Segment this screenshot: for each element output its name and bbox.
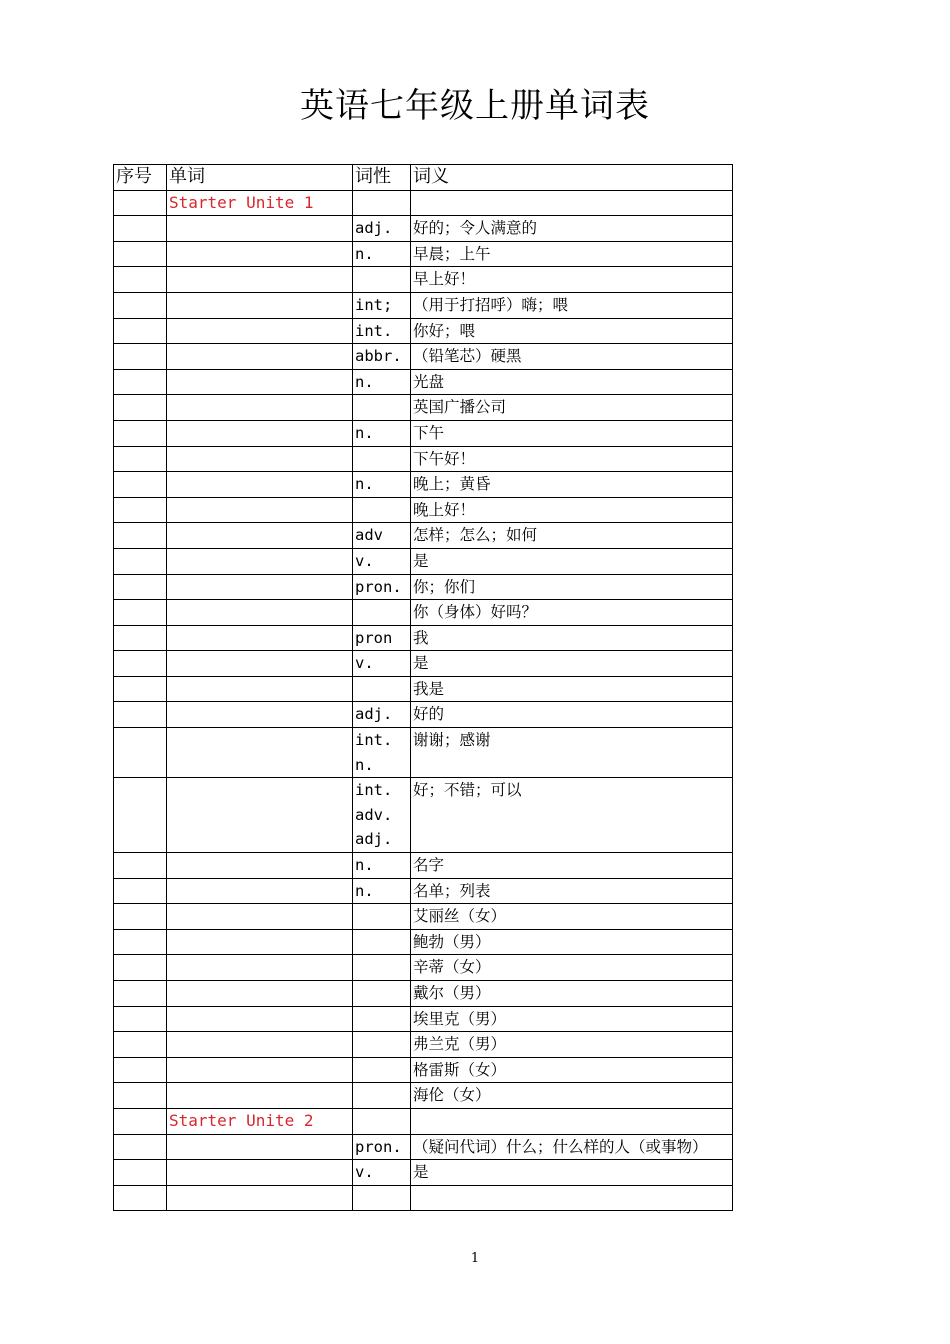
- cell-word: [167, 1032, 353, 1058]
- table-row: [114, 472, 733, 498]
- table-row: [114, 344, 733, 370]
- pos-label: int.: [355, 781, 393, 800]
- cell-index: [114, 904, 167, 930]
- cell-index: [114, 600, 167, 626]
- cell-meaning: 我: [411, 625, 733, 651]
- cell-meaning: 鲍勃（男）: [411, 929, 733, 955]
- pos-label: adv.: [355, 805, 393, 824]
- cell-meaning: 下午: [411, 420, 733, 446]
- header-index: 序号: [114, 165, 167, 191]
- cell-pos: [353, 574, 411, 600]
- cell-word: [167, 267, 353, 293]
- cell-meaning: （用于打招呼）嗨；喂: [411, 292, 733, 318]
- cell-word: [167, 292, 353, 318]
- cell-word: [167, 1057, 353, 1083]
- pos-label: n.: [355, 423, 374, 442]
- cell-index: [114, 395, 167, 421]
- vocabulary-table: [113, 164, 733, 1211]
- cell-index: [114, 574, 167, 600]
- cell-pos: [353, 318, 411, 344]
- unit-heading-row: [114, 190, 733, 216]
- cell-meaning: 辛蒂（女）: [411, 955, 733, 981]
- page-number: 1: [470, 1251, 480, 1266]
- pos-label: n.: [355, 244, 374, 263]
- table-row: [114, 778, 733, 853]
- cell-pos: [353, 369, 411, 395]
- cell-meaning: 我是: [411, 676, 733, 702]
- cell-word: [167, 420, 353, 446]
- cell-meaning: 光盘: [411, 369, 733, 395]
- pos-label: adv: [355, 526, 383, 545]
- cell-index: [114, 955, 167, 981]
- table-row: [114, 523, 733, 549]
- table-row: [114, 878, 733, 904]
- cell-pos: [353, 497, 411, 523]
- table-row: [114, 318, 733, 344]
- cell-meaning: 是: [411, 651, 733, 677]
- cell-pos: [353, 1185, 411, 1211]
- cell-pos: [353, 651, 411, 677]
- cell-word: [167, 702, 353, 728]
- cell-pos: [353, 190, 411, 216]
- pos-label: pron.: [355, 1137, 402, 1156]
- cell-word: [167, 369, 353, 395]
- cell-pos: [353, 1134, 411, 1160]
- table-row: [114, 574, 733, 600]
- table-row: [114, 548, 733, 574]
- cell-pos: [353, 420, 411, 446]
- table-row: [114, 955, 733, 981]
- cell-pos: [353, 981, 411, 1007]
- cell-word: [167, 446, 353, 472]
- pos-label: n.: [355, 372, 374, 391]
- cell-pos: [353, 702, 411, 728]
- cell-meaning: 你好；喂: [411, 318, 733, 344]
- cell-index: [114, 625, 167, 651]
- cell-meaning: 怎样；怎么；如何: [411, 523, 733, 549]
- table-row: [114, 1134, 733, 1160]
- table-row: [114, 420, 733, 446]
- cell-word: [167, 878, 353, 904]
- cell-pos: [353, 929, 411, 955]
- cell-word: [167, 318, 353, 344]
- cell-meaning: （铅笔芯）硬黑: [411, 344, 733, 370]
- cell-word: [167, 981, 353, 1007]
- cell-meaning: [411, 1108, 733, 1134]
- cell-word: [167, 853, 353, 879]
- table-row: [114, 395, 733, 421]
- cell-word: [167, 904, 353, 930]
- cell-pos: [353, 267, 411, 293]
- pos-label: adj.: [355, 219, 393, 238]
- pos-label: pron: [355, 628, 393, 647]
- cell-index: [114, 267, 167, 293]
- cell-pos: [353, 344, 411, 370]
- cell-index: [114, 216, 167, 242]
- header-pos: 词性: [353, 165, 411, 191]
- cell-index: [114, 981, 167, 1007]
- cell-index: [114, 1185, 167, 1211]
- cell-word: [167, 1083, 353, 1109]
- table-row: [114, 267, 733, 293]
- cell-pos: [353, 1057, 411, 1083]
- cell-meaning: 好；不错；可以: [411, 778, 733, 853]
- table-row: [114, 1160, 733, 1186]
- pos-label: v.: [355, 1163, 374, 1182]
- cell-pos: [353, 523, 411, 549]
- pos-label: v.: [355, 551, 374, 570]
- table-row: [114, 728, 733, 778]
- header-word: 单词: [167, 165, 353, 191]
- cell-pos: [353, 600, 411, 626]
- pos-label: n.: [355, 755, 374, 774]
- unit-heading-row: [114, 1108, 733, 1134]
- cell-word: [167, 625, 353, 651]
- table-row: [114, 216, 733, 242]
- pos-label: v.: [355, 654, 374, 673]
- cell-pos: [353, 395, 411, 421]
- cell-meaning: 格雷斯（女）: [411, 1057, 733, 1083]
- page-title: 英语七年级上册单词表: [300, 86, 650, 126]
- cell-word: [167, 523, 353, 549]
- cell-word: [167, 955, 353, 981]
- cell-word: [167, 929, 353, 955]
- cell-index: [114, 676, 167, 702]
- cell-index: [114, 548, 167, 574]
- cell-pos: [353, 472, 411, 498]
- table-row: [114, 600, 733, 626]
- cell-pos: [353, 1108, 411, 1134]
- cell-meaning: [411, 190, 733, 216]
- pos-label: n.: [355, 881, 374, 900]
- table-row: [114, 853, 733, 879]
- cell-meaning: 弗兰克（男）: [411, 1032, 733, 1058]
- cell-meaning: 谢谢；感谢: [411, 728, 733, 778]
- table-row: [114, 369, 733, 395]
- vocabulary-table-body: [114, 165, 733, 1211]
- cell-pos: [353, 1160, 411, 1186]
- table-row: [114, 904, 733, 930]
- cell-index: [114, 497, 167, 523]
- cell-word: [167, 676, 353, 702]
- cell-pos: [353, 548, 411, 574]
- table-row: [114, 981, 733, 1007]
- cell-meaning: 早上好！: [411, 267, 733, 293]
- table-row: [114, 676, 733, 702]
- cell-index: [114, 523, 167, 549]
- table-row: [114, 1083, 733, 1109]
- unit-heading: Starter Unite 1: [167, 190, 353, 216]
- unit-heading: Starter Unite 2: [167, 1108, 353, 1134]
- cell-word: [167, 216, 353, 242]
- cell-word: [167, 395, 353, 421]
- table-row: [114, 1057, 733, 1083]
- cell-meaning: 你（身体）好吗？: [411, 600, 733, 626]
- cell-meaning: 好的；令人满意的: [411, 216, 733, 242]
- pos-label: n.: [355, 856, 374, 875]
- cell-meaning: 埃里克（男）: [411, 1006, 733, 1032]
- cell-index: [114, 446, 167, 472]
- cell-index: [114, 728, 167, 778]
- cell-word: [167, 1006, 353, 1032]
- cell-pos: [353, 878, 411, 904]
- table-header-row: [114, 165, 733, 191]
- table-row: [114, 497, 733, 523]
- cell-index: [114, 292, 167, 318]
- table-row: [114, 1006, 733, 1032]
- table-row: [114, 446, 733, 472]
- cell-word: [167, 1134, 353, 1160]
- table-row: [114, 651, 733, 677]
- cell-index: [114, 929, 167, 955]
- cell-meaning: 是: [411, 548, 733, 574]
- cell-pos: [353, 216, 411, 242]
- cell-word: [167, 651, 353, 677]
- cell-meaning: 早晨；上午: [411, 241, 733, 267]
- pos-label: int.: [355, 731, 393, 750]
- cell-word: [167, 1160, 353, 1186]
- cell-word: [167, 241, 353, 267]
- cell-word: [167, 1185, 353, 1211]
- cell-word: [167, 600, 353, 626]
- cell-meaning: 下午好！: [411, 446, 733, 472]
- cell-pos: [353, 955, 411, 981]
- cell-index: [114, 778, 167, 853]
- cell-index: [114, 1057, 167, 1083]
- cell-pos: [353, 292, 411, 318]
- cell-index: [114, 1108, 167, 1134]
- table-row: [114, 702, 733, 728]
- cell-pos: [353, 446, 411, 472]
- cell-index: [114, 241, 167, 267]
- cell-index: [114, 1160, 167, 1186]
- cell-index: [114, 651, 167, 677]
- cell-word: [167, 344, 353, 370]
- table-row: [114, 292, 733, 318]
- table-row: [114, 1185, 733, 1211]
- table-row: [114, 625, 733, 651]
- cell-index: [114, 1134, 167, 1160]
- cell-meaning: 好的: [411, 702, 733, 728]
- cell-meaning: 艾丽丝（女）: [411, 904, 733, 930]
- header-meaning: 词义: [411, 165, 733, 191]
- pos-label: n.: [355, 475, 374, 494]
- cell-index: [114, 344, 167, 370]
- cell-word: [167, 728, 353, 778]
- cell-meaning: 名单；列表: [411, 878, 733, 904]
- cell-index: [114, 1083, 167, 1109]
- cell-pos: [353, 625, 411, 651]
- pos-label: pron.: [355, 577, 402, 596]
- pos-label: abbr.: [355, 347, 402, 366]
- cell-index: [114, 878, 167, 904]
- cell-index: [114, 318, 167, 344]
- cell-pos: [353, 778, 411, 853]
- table-row: [114, 1032, 733, 1058]
- cell-pos: [353, 853, 411, 879]
- cell-index: [114, 420, 167, 446]
- cell-index: [114, 1006, 167, 1032]
- table-row: [114, 241, 733, 267]
- cell-pos: [353, 241, 411, 267]
- cell-index: [114, 369, 167, 395]
- cell-pos: [353, 676, 411, 702]
- cell-index: [114, 472, 167, 498]
- table-row: [114, 929, 733, 955]
- cell-word: [167, 497, 353, 523]
- cell-pos: [353, 1006, 411, 1032]
- cell-meaning: 名字: [411, 853, 733, 879]
- pos-label: int;: [355, 295, 393, 314]
- cell-word: [167, 472, 353, 498]
- pos-label: adj.: [355, 705, 393, 724]
- cell-meaning: 英国广播公司: [411, 395, 733, 421]
- cell-meaning: 晚上好！: [411, 497, 733, 523]
- cell-meaning: [411, 1185, 733, 1211]
- cell-pos: [353, 728, 411, 778]
- pos-label: adj.: [355, 830, 393, 849]
- cell-pos: [353, 904, 411, 930]
- cell-meaning: 你；你们: [411, 574, 733, 600]
- cell-meaning: （疑问代词）什么；什么样的人（或事物）: [411, 1134, 733, 1160]
- cell-index: [114, 702, 167, 728]
- cell-meaning: 戴尔（男）: [411, 981, 733, 1007]
- cell-index: [114, 190, 167, 216]
- cell-word: [167, 548, 353, 574]
- cell-meaning: 海伦（女）: [411, 1083, 733, 1109]
- pos-label: int.: [355, 321, 393, 340]
- cell-meaning: 晚上；黄昏: [411, 472, 733, 498]
- cell-meaning: 是: [411, 1160, 733, 1186]
- cell-pos: [353, 1083, 411, 1109]
- cell-pos: [353, 1032, 411, 1058]
- cell-index: [114, 1032, 167, 1058]
- cell-index: [114, 853, 167, 879]
- cell-word: [167, 778, 353, 853]
- cell-word: [167, 574, 353, 600]
